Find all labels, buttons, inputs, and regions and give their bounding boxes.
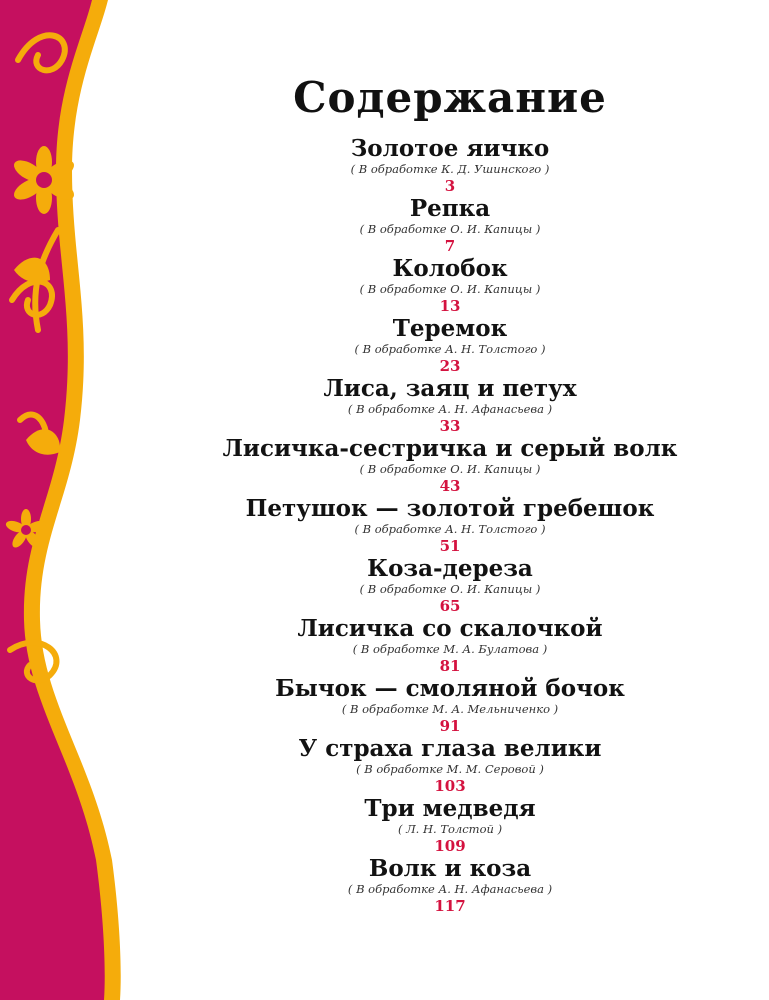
story-author: ( В обработке О. И. Капицы ) (359, 222, 541, 236)
contents-entry[interactable] (150, 196, 750, 256)
page-number: 7 (444, 237, 456, 255)
story-author: ( В обработке О. И. Капицы ) (359, 582, 541, 596)
page-number: 3 (444, 177, 456, 195)
contents-entry[interactable] (150, 616, 750, 676)
story-author: ( В обработке А. Н. Толстого ) (354, 342, 546, 356)
contents-entry[interactable] (150, 676, 750, 736)
contents-entry[interactable] (150, 316, 750, 376)
story-author: ( В обработке А. Н. Афанасьева ) (347, 882, 553, 896)
table-of-contents-page (150, 0, 750, 916)
story-author: ( В обработке О. И. Капицы ) (359, 282, 541, 296)
page-number: 117 (434, 897, 466, 915)
page-number: 81 (439, 657, 461, 675)
page-number: 65 (439, 597, 461, 615)
page-number: 23 (439, 357, 461, 375)
contents-entry[interactable] (150, 256, 750, 316)
story-author: ( В обработке А. Н. Толстого ) (354, 522, 546, 536)
page-number: 109 (434, 837, 466, 855)
page-number: 51 (439, 537, 461, 555)
contents-list (150, 136, 750, 916)
contents-entry[interactable] (150, 736, 750, 796)
contents-entry[interactable] (150, 436, 750, 496)
story-title: Волк и коза (368, 855, 532, 882)
page-number: 103 (434, 777, 466, 795)
contents-entry[interactable] (150, 796, 750, 856)
story-title: Коза-дереза (367, 555, 533, 582)
floral-sidebar-border (0, 0, 135, 1000)
contents-entry[interactable] (150, 856, 750, 916)
story-title: Лисичка-сестричка и серый волк (222, 435, 678, 462)
story-title: Петушок — золотой гребешок (245, 495, 655, 522)
contents-entry[interactable] (150, 496, 750, 556)
page-title: Содержание (293, 73, 607, 122)
page-number: 43 (439, 477, 461, 495)
page-number: 91 (439, 717, 461, 735)
story-title: У страха глаза велики (298, 735, 602, 762)
story-title: Репка (409, 195, 491, 222)
story-author: ( В обработке А. Н. Афанасьева ) (347, 402, 553, 416)
story-author: ( В обработке К. Д. Ушинского ) (350, 162, 550, 176)
story-title: Колобок (392, 255, 508, 282)
story-title: Золотое яичко (350, 135, 550, 162)
story-author: ( В обработке М. М. Серовой ) (356, 762, 544, 776)
contents-entry[interactable] (150, 136, 750, 196)
story-title: Три медведя (364, 795, 536, 822)
story-title: Бычок — смоляной бочок (275, 675, 625, 702)
contents-entry[interactable] (150, 376, 750, 436)
story-title: Лиса, заяц и петух (323, 375, 577, 402)
story-title: Лисичка со скалочкой (297, 615, 603, 642)
page-number: 13 (439, 297, 461, 315)
story-author: ( В обработке М. А. Мельниченко ) (341, 702, 559, 716)
story-author: ( Л. Н. Толстой ) (397, 822, 503, 836)
story-author: ( В обработке О. И. Капицы ) (359, 462, 541, 476)
page-number: 33 (439, 417, 461, 435)
story-author: ( В обработке М. А. Булатова ) (352, 642, 548, 656)
contents-entry[interactable] (150, 556, 750, 616)
story-title: Теремок (392, 315, 508, 342)
